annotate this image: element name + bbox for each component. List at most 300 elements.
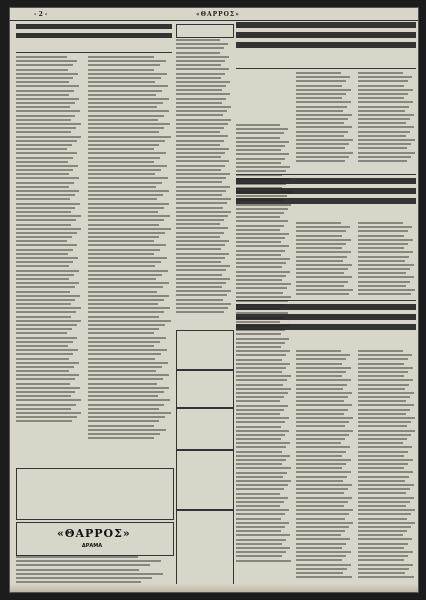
text-line	[358, 139, 415, 141]
text-line	[16, 556, 138, 558]
text-line	[176, 39, 220, 41]
text-line	[236, 141, 289, 143]
headline-right-1	[236, 22, 416, 50]
text-line	[16, 581, 141, 583]
text-line	[296, 363, 342, 365]
text-line	[16, 337, 77, 339]
text-line	[358, 400, 406, 402]
text-line	[358, 126, 414, 128]
page-number: - 2 -	[34, 11, 48, 18]
text-line	[236, 551, 286, 553]
text-line	[296, 97, 342, 99]
text-line	[176, 307, 228, 309]
column-5a	[296, 72, 354, 172]
text-line	[358, 293, 411, 295]
text-line	[88, 320, 171, 322]
text-line	[16, 295, 80, 297]
text-line	[16, 412, 81, 414]
text-line	[16, 366, 74, 368]
text-line	[176, 52, 220, 54]
text-line	[296, 476, 347, 478]
text-line	[236, 367, 286, 369]
text-line	[16, 131, 71, 133]
text-line	[358, 417, 415, 419]
text-line	[296, 251, 351, 253]
text-line	[358, 76, 412, 78]
text-line	[296, 409, 348, 411]
text-line	[296, 143, 349, 145]
text-line	[176, 127, 224, 129]
text-line	[176, 98, 226, 100]
text-line	[236, 266, 282, 268]
text-line	[296, 126, 352, 128]
text-line	[16, 320, 81, 322]
text-line	[16, 194, 75, 196]
text-line	[176, 43, 228, 45]
text-line	[358, 281, 410, 283]
text-line	[88, 85, 168, 87]
text-line	[16, 261, 73, 263]
text-line	[296, 371, 346, 373]
text-line	[358, 260, 405, 262]
text-line	[358, 526, 411, 528]
text-line	[358, 497, 414, 499]
text-line	[358, 256, 409, 258]
text-line	[88, 136, 171, 138]
text-line	[296, 417, 353, 419]
text-line	[88, 194, 163, 196]
text-line	[296, 156, 349, 158]
text-line	[88, 345, 154, 347]
text-line	[88, 73, 167, 75]
text-line	[88, 127, 164, 129]
text-line	[296, 384, 347, 386]
text-line	[16, 152, 77, 154]
text-line	[176, 219, 224, 221]
text-line	[16, 316, 71, 318]
text-line	[16, 383, 70, 385]
text-line	[88, 207, 164, 209]
text-line	[296, 375, 342, 377]
text-line	[88, 370, 156, 372]
text-line	[16, 349, 78, 351]
text-line	[176, 93, 230, 95]
text-line	[296, 509, 353, 511]
text-line	[236, 275, 286, 277]
text-line	[296, 513, 349, 515]
text-line	[296, 492, 344, 494]
text-line	[358, 358, 408, 360]
text-line	[236, 522, 289, 524]
text-line	[296, 463, 346, 465]
text-line	[296, 559, 342, 561]
text-line	[16, 207, 75, 209]
text-line	[176, 282, 226, 284]
text-line	[296, 543, 346, 545]
ad-box-4	[176, 450, 234, 510]
text-line	[358, 421, 411, 423]
text-line	[88, 265, 155, 267]
text-line	[236, 484, 288, 486]
text-line	[358, 471, 413, 473]
text-line	[358, 480, 405, 482]
text-line	[16, 165, 78, 167]
text-line	[176, 286, 222, 288]
text-line	[16, 332, 67, 334]
text-line	[176, 47, 224, 49]
text-line	[176, 240, 229, 242]
text-line	[16, 404, 76, 406]
text-line	[358, 559, 404, 561]
text-line	[358, 289, 415, 291]
text-line	[88, 161, 154, 163]
text-line	[176, 160, 229, 162]
text-line	[358, 371, 408, 373]
text-line	[236, 476, 283, 478]
text-line	[176, 244, 225, 246]
text-line	[88, 244, 166, 246]
text-line	[88, 69, 154, 71]
text-line	[296, 222, 341, 224]
text-line	[296, 501, 348, 503]
text-line	[16, 90, 74, 92]
text-line	[16, 140, 77, 142]
ad-tharros-name: «ΘΑΡΡΟΣ»	[57, 527, 131, 540]
text-line	[296, 451, 346, 453]
column-3	[176, 39, 232, 329]
text-line	[296, 235, 342, 237]
text-line	[88, 232, 165, 234]
text-line	[88, 261, 161, 263]
text-line	[296, 425, 345, 427]
text-line	[16, 328, 72, 330]
text-line	[176, 144, 220, 146]
text-line	[88, 270, 168, 272]
text-line	[16, 148, 67, 150]
text-line	[296, 467, 342, 469]
text-line	[358, 251, 413, 253]
text-line	[176, 261, 221, 263]
text-line	[16, 173, 69, 175]
text-line	[296, 85, 342, 87]
text-line	[236, 170, 286, 172]
text-line	[296, 526, 349, 528]
column-1	[16, 56, 82, 436]
text-line	[236, 472, 287, 474]
ad-box-3	[176, 408, 234, 450]
text-line	[296, 530, 345, 532]
text-line	[358, 568, 409, 570]
text-line	[88, 211, 158, 213]
text-line	[88, 240, 154, 242]
text-line	[88, 144, 159, 146]
text-line	[296, 160, 345, 162]
text-line	[358, 501, 410, 503]
text-line	[358, 446, 412, 448]
text-line	[358, 222, 403, 224]
text-line	[16, 286, 75, 288]
text-line	[296, 135, 344, 137]
text-line	[358, 576, 414, 578]
text-line	[88, 358, 155, 360]
text-line	[358, 392, 414, 394]
text-line	[296, 396, 348, 398]
text-line	[236, 279, 282, 281]
text-line	[16, 186, 69, 188]
text-line	[296, 488, 348, 490]
text-line	[236, 145, 285, 147]
text-line	[16, 358, 69, 360]
text-line	[358, 363, 404, 365]
text-line	[236, 451, 282, 453]
column-6c	[358, 350, 416, 586]
text-line	[16, 253, 68, 255]
text-line	[176, 110, 227, 112]
text-line	[16, 56, 67, 58]
text-line	[236, 375, 291, 377]
text-line	[296, 400, 344, 402]
text-line	[16, 157, 73, 159]
text-line	[358, 534, 403, 536]
text-line	[236, 413, 280, 415]
text-line	[16, 161, 68, 163]
text-line	[88, 278, 156, 280]
text-line	[88, 366, 162, 368]
text-line	[358, 72, 403, 74]
text-line	[236, 555, 282, 557]
text-line	[236, 208, 288, 210]
text-line	[88, 416, 165, 418]
text-line	[236, 237, 285, 239]
text-line	[88, 165, 167, 167]
running-head	[10, 10, 418, 21]
text-line	[296, 354, 350, 356]
text-line	[88, 182, 162, 184]
text-line	[296, 505, 344, 507]
text-line	[176, 202, 227, 204]
text-line	[236, 501, 284, 503]
text-line	[358, 89, 413, 91]
column-5c	[296, 350, 354, 586]
text-line	[358, 160, 407, 162]
text-line	[176, 236, 220, 238]
text-line	[358, 354, 412, 356]
text-line	[88, 131, 159, 133]
text-line	[16, 102, 75, 104]
text-line	[358, 93, 408, 95]
text-line	[236, 493, 280, 495]
text-line	[358, 131, 410, 133]
text-line	[358, 110, 405, 112]
text-line	[88, 408, 159, 410]
text-line	[176, 186, 230, 188]
text-line	[88, 341, 160, 343]
text-line	[88, 332, 154, 334]
text-line	[296, 404, 352, 406]
text-line	[16, 64, 73, 66]
text-line	[88, 228, 171, 230]
ad-box-bottom-left-1	[16, 468, 174, 520]
text-line	[16, 278, 69, 280]
text-line	[176, 290, 231, 292]
text-line	[176, 64, 221, 66]
text-line	[296, 367, 351, 369]
text-line	[88, 148, 154, 150]
rule	[236, 174, 416, 175]
text-line	[16, 73, 78, 75]
text-line	[16, 232, 77, 234]
text-line	[88, 391, 164, 393]
text-line	[88, 303, 158, 305]
ad-box-1	[176, 330, 234, 370]
text-line	[16, 274, 74, 276]
text-line	[16, 399, 81, 401]
text-line	[16, 324, 77, 326]
text-line	[88, 404, 164, 406]
text-line	[176, 73, 225, 75]
ad-bottom-left-text	[16, 556, 172, 586]
text-line	[236, 149, 281, 151]
text-line	[358, 476, 409, 478]
text-line	[16, 408, 71, 410]
text-line	[358, 388, 405, 390]
text-line	[236, 254, 281, 256]
text-line	[358, 438, 407, 440]
column-5b	[296, 222, 354, 302]
text-line	[296, 358, 346, 360]
text-line	[88, 110, 169, 112]
text-line	[176, 81, 230, 83]
text-line	[236, 409, 284, 411]
text-line	[88, 387, 169, 389]
text-line	[16, 85, 79, 87]
text-line	[88, 337, 166, 339]
text-line	[358, 434, 411, 436]
text-line	[88, 286, 163, 288]
text-line	[16, 564, 150, 566]
text-line	[296, 289, 353, 291]
text-line	[358, 152, 415, 154]
text-line	[88, 311, 164, 313]
text-line	[358, 268, 410, 270]
text-line	[296, 497, 352, 499]
text-line	[16, 123, 81, 125]
text-line	[236, 359, 282, 361]
text-line	[176, 123, 228, 125]
text-line	[176, 223, 220, 225]
column-6a	[358, 72, 416, 172]
text-line	[88, 203, 169, 205]
text-line	[358, 243, 408, 245]
text-line	[88, 328, 159, 330]
text-line	[176, 232, 224, 234]
ad-box-tharros	[16, 522, 174, 556]
text-line	[88, 115, 164, 117]
text-line	[296, 239, 351, 241]
text-line	[358, 276, 414, 278]
rule	[16, 52, 172, 53]
text-line	[296, 247, 342, 249]
text-line	[236, 518, 281, 520]
text-line	[88, 274, 162, 276]
text-line	[358, 143, 411, 145]
text-line	[88, 249, 160, 251]
text-line	[296, 122, 344, 124]
text-line	[296, 293, 349, 295]
text-line	[16, 144, 72, 146]
text-line	[358, 513, 411, 515]
text-line	[88, 173, 155, 175]
rule	[236, 300, 416, 301]
text-line	[16, 240, 67, 242]
text-line	[16, 81, 69, 83]
headline-left	[16, 24, 172, 50]
text-line	[296, 243, 346, 245]
text-line	[88, 81, 155, 83]
text-line	[236, 220, 288, 222]
text-line	[296, 226, 350, 228]
text-line	[358, 522, 415, 524]
text-line	[176, 294, 227, 296]
text-line	[358, 555, 408, 557]
text-line	[16, 115, 75, 117]
text-line	[16, 127, 76, 129]
text-line	[88, 324, 165, 326]
text-line	[176, 156, 221, 158]
text-line	[296, 564, 351, 566]
ad-box-5	[176, 510, 234, 588]
text-line	[296, 89, 351, 91]
text-line	[16, 106, 70, 108]
text-line	[236, 333, 281, 335]
text-line	[236, 505, 280, 507]
text-line	[88, 316, 159, 318]
text-line	[236, 526, 285, 528]
text-line	[16, 311, 76, 313]
text-line	[296, 471, 351, 473]
text-line	[176, 177, 226, 179]
column-6b	[358, 222, 416, 302]
text-line	[88, 119, 158, 121]
text-line	[358, 484, 414, 486]
text-line	[16, 362, 79, 364]
text-line	[176, 207, 223, 209]
text-line	[236, 225, 284, 227]
text-line	[16, 211, 71, 213]
text-line	[176, 169, 221, 171]
text-line	[88, 198, 157, 200]
text-line	[296, 152, 353, 154]
text-line	[16, 77, 73, 79]
text-line	[236, 166, 290, 168]
text-line	[236, 292, 283, 294]
text-line	[236, 539, 286, 541]
headline-right-3	[236, 304, 416, 332]
text-line	[16, 265, 69, 267]
text-line	[16, 391, 75, 393]
text-line	[88, 425, 154, 427]
text-line	[296, 522, 353, 524]
text-line	[358, 101, 413, 103]
text-line	[296, 114, 352, 116]
text-line	[236, 212, 284, 214]
text-line	[88, 412, 171, 414]
text-line	[16, 224, 71, 226]
text-line	[296, 430, 353, 432]
text-line	[236, 530, 281, 532]
text-line	[88, 236, 159, 238]
text-line	[296, 455, 342, 457]
